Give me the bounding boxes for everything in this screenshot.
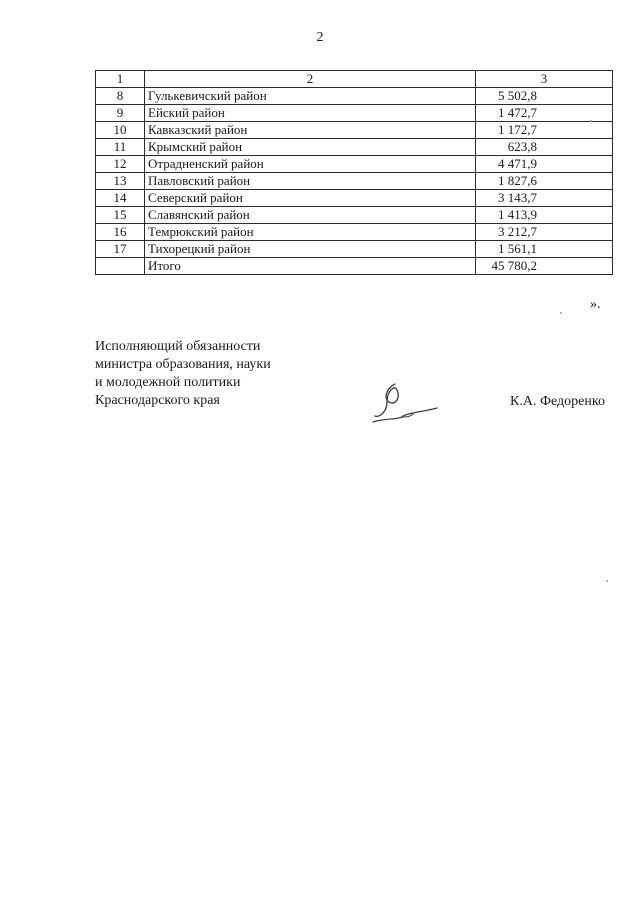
row-number: 14 bbox=[96, 190, 145, 207]
table-header-row bbox=[96, 71, 613, 88]
district-value: 3 143,7 bbox=[476, 190, 613, 207]
position-line: Исполняющий обязанности bbox=[95, 339, 261, 354]
district-value: 1 172,7 bbox=[476, 122, 613, 139]
scan-speck bbox=[590, 120, 592, 122]
district-value: 1 472,7 bbox=[476, 105, 613, 122]
district-value: 1 827,6 bbox=[476, 173, 613, 190]
row-number: 11 bbox=[96, 139, 145, 156]
row-number: 16 bbox=[96, 224, 145, 241]
district-name: Отрадненский район bbox=[145, 156, 476, 173]
position-line: Краснодарского края bbox=[95, 393, 220, 408]
closing-quote: ». bbox=[590, 297, 601, 312]
table-total-row bbox=[96, 258, 613, 275]
total-label: Итого bbox=[145, 258, 476, 275]
district-name: Павловский район bbox=[145, 173, 476, 190]
scan-speck bbox=[606, 580, 608, 582]
header-cell-2: 2 bbox=[145, 71, 476, 88]
row-number: 10 bbox=[96, 122, 145, 139]
total-value: 45 780,2 bbox=[476, 258, 613, 275]
table-row bbox=[96, 139, 613, 156]
district-name: Северский район bbox=[145, 190, 476, 207]
total-row-number bbox=[96, 258, 145, 275]
signatory-position bbox=[95, 338, 271, 410]
district-value: 4 471,9 bbox=[476, 156, 613, 173]
handwritten-signature-image bbox=[365, 372, 445, 432]
district-name: Ейский район bbox=[145, 105, 476, 122]
position-line: министра образования, науки bbox=[95, 357, 271, 372]
table-row bbox=[96, 173, 613, 190]
district-value: 3 212,7 bbox=[476, 224, 613, 241]
data-table bbox=[95, 70, 613, 275]
table-row bbox=[96, 224, 613, 241]
district-name: Гулькевичский район bbox=[145, 88, 476, 105]
row-number: 8 bbox=[96, 88, 145, 105]
district-name: Кавказский район bbox=[145, 122, 476, 139]
district-value: 5 502,8 bbox=[476, 88, 613, 105]
page-number: 2 bbox=[316, 30, 324, 45]
row-number: 17 bbox=[96, 241, 145, 258]
district-name: Крымский район bbox=[145, 139, 476, 156]
position-line: и молодежной политики bbox=[95, 375, 241, 390]
table-row bbox=[96, 156, 613, 173]
district-value: 1 561,1 bbox=[476, 241, 613, 258]
district-value: 623,8 bbox=[476, 139, 613, 156]
table-row bbox=[96, 207, 613, 224]
district-name: Славянский район bbox=[145, 207, 476, 224]
district-name: Темрюкский район bbox=[145, 224, 476, 241]
table-row bbox=[96, 88, 613, 105]
header-cell-1: 1 bbox=[96, 71, 145, 88]
row-number: 15 bbox=[96, 207, 145, 224]
row-number: 12 bbox=[96, 156, 145, 173]
table-row bbox=[96, 241, 613, 258]
row-number: 9 bbox=[96, 105, 145, 122]
table-row bbox=[96, 122, 613, 139]
table-row bbox=[96, 190, 613, 207]
scan-speck bbox=[560, 312, 562, 314]
table-row bbox=[96, 105, 613, 122]
signer-name: К.А. Федоренко bbox=[510, 394, 605, 409]
row-number: 13 bbox=[96, 173, 145, 190]
header-cell-3: 3 bbox=[476, 71, 613, 88]
district-name: Тихорецкий район bbox=[145, 241, 476, 258]
district-value: 1 413,9 bbox=[476, 207, 613, 224]
